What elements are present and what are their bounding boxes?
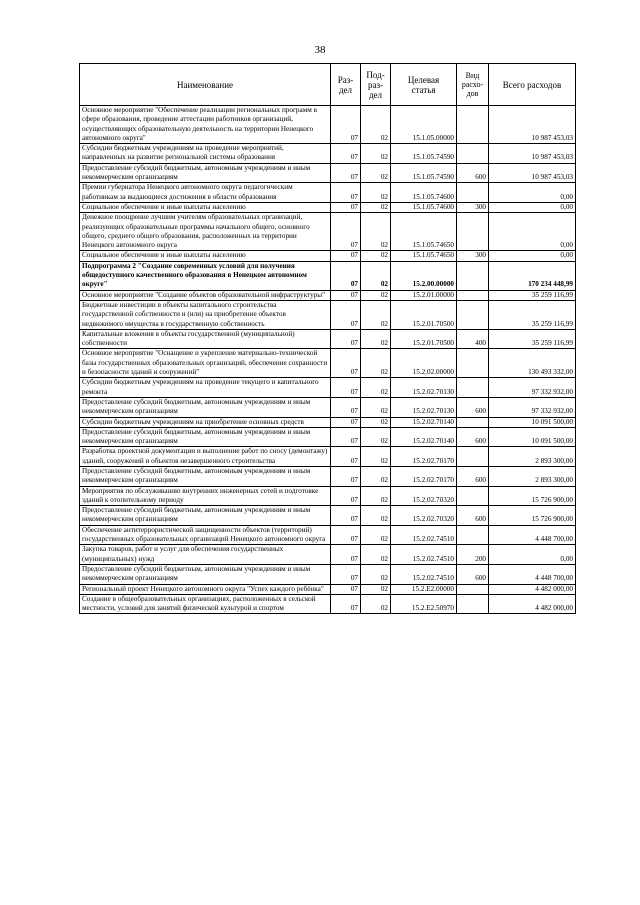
row-target-article: 15.1.05.74600	[391, 183, 457, 203]
row-amount: 0,00	[489, 251, 576, 261]
row-target-article: 15.2.02.70140	[391, 427, 457, 447]
row-expense-type	[457, 261, 489, 290]
row-section: 07	[331, 106, 361, 144]
row-name: Предоставление субсидий бюджетным, автономным учреждениям и иным некоммерческим организациям	[80, 564, 331, 584]
row-target-article: 15.2.01.70500	[391, 329, 457, 349]
table-row	[80, 378, 576, 398]
row-amount: 2 893 300,00	[489, 466, 576, 486]
table-row	[80, 417, 576, 427]
row-target-article: 15.2.02.70130	[391, 397, 457, 417]
row-name: Подпрограмма 2 "Создание современных условий для получения общедоступного качественного образования в Ненецком автономном округе"	[80, 261, 331, 290]
row-section: 07	[331, 594, 361, 614]
row-name: Региональный проект Ненецкого автономного округа "Успех каждого ребёнка"	[80, 584, 331, 594]
row-subsection: 02	[361, 427, 391, 447]
table-row	[80, 397, 576, 417]
row-amount: 10 091 500,00	[489, 417, 576, 427]
row-subsection: 02	[361, 163, 391, 183]
row-subsection: 02	[361, 397, 391, 417]
row-amount: 170 234 448,99	[489, 261, 576, 290]
row-subsection: 02	[361, 213, 391, 251]
row-target-article: 15.2.02.70170	[391, 466, 457, 486]
row-section: 07	[331, 183, 361, 203]
header-expense-type: Вид расхо- дов	[457, 64, 489, 106]
row-amount: 10 987 453,03	[489, 106, 576, 144]
row-name: Закупка товаров, работ и услуг для обеспечения государственных (муниципальных) нужд	[80, 545, 331, 565]
row-section: 07	[331, 506, 361, 526]
row-amount: 0,00	[489, 545, 576, 565]
row-subsection: 02	[361, 378, 391, 398]
page-number: 38	[314, 44, 326, 56]
row-target-article: 15.2.E2.50970	[391, 594, 457, 614]
row-subsection: 02	[361, 584, 391, 594]
row-amount: 4 482 000,00	[489, 584, 576, 594]
table-row	[80, 349, 576, 378]
row-name: Основное мероприятие "Оснащение и укрепление материально-технической базы государственных образовательных организаций, обеспечение сохранности и безопасности зданий и сооружений"	[80, 349, 331, 378]
row-section: 07	[331, 584, 361, 594]
row-expense-type: 600	[457, 397, 489, 417]
row-subsection: 02	[361, 300, 391, 329]
row-expense-type	[457, 447, 489, 467]
row-expense-type	[457, 349, 489, 378]
row-target-article: 15.1.05.74590	[391, 163, 457, 183]
row-target-article: 15.2.02.00000	[391, 349, 457, 378]
row-target-article: 15.2.02.70320	[391, 506, 457, 526]
row-amount: 35 259 116,99	[489, 329, 576, 349]
row-section: 07	[331, 397, 361, 417]
header-subsection: Под- раз- дел	[361, 64, 391, 106]
row-name: Предоставление субсидий бюджетным, автономным учреждениям и иным некоммерческим организациям	[80, 506, 331, 526]
row-target-article: 15.2.00.00000	[391, 261, 457, 290]
row-expense-type	[457, 300, 489, 329]
row-expense-type	[457, 525, 489, 545]
header-section: Раз- дел	[331, 64, 361, 106]
row-subsection: 02	[361, 349, 391, 378]
table-row	[80, 564, 576, 584]
row-target-article: 15.2.02.74510	[391, 545, 457, 565]
row-expense-type: 600	[457, 506, 489, 526]
row-section: 07	[331, 329, 361, 349]
row-section: 07	[331, 545, 361, 565]
row-section: 07	[331, 427, 361, 447]
row-name: Социальное обеспечение и иные выплаты населению	[80, 251, 331, 261]
row-expense-type	[457, 594, 489, 614]
row-expense-type: 600	[457, 564, 489, 584]
row-amount: 15 726 900,00	[489, 486, 576, 506]
row-target-article: 15.2.02.70140	[391, 417, 457, 427]
table-row	[80, 447, 576, 467]
row-expense-type	[457, 486, 489, 506]
row-target-article: 15.2.02.70170	[391, 447, 457, 467]
row-amount: 10 987 453,03	[489, 144, 576, 164]
table-row	[80, 183, 576, 203]
table-row	[80, 163, 576, 183]
row-expense-type: 400	[457, 329, 489, 349]
row-amount: 4 482 000,00	[489, 594, 576, 614]
table-row	[80, 251, 576, 261]
row-target-article: 15.2.02.70320	[391, 486, 457, 506]
row-name: Предоставление субсидий бюджетным, автономным учреждениям и иным некоммерческим организациям	[80, 163, 331, 183]
table-row	[80, 584, 576, 594]
table-row	[80, 261, 576, 290]
table-row	[80, 427, 576, 447]
row-amount: 15 726 900,00	[489, 506, 576, 526]
row-target-article: 15.1.05.00000	[391, 106, 457, 144]
row-expense-type	[457, 290, 489, 300]
budget-table	[79, 63, 576, 614]
row-section: 07	[331, 144, 361, 164]
table-row	[80, 545, 576, 565]
table-row	[80, 594, 576, 614]
table-header-row	[80, 64, 576, 106]
row-name: Субсидии бюджетным учреждениям на проведение мероприятий, направленных на развитие региональной системы образования	[80, 144, 331, 164]
row-subsection: 02	[361, 447, 391, 467]
table-row	[80, 506, 576, 526]
row-amount: 2 893 300,00	[489, 447, 576, 467]
row-name: Премии губернатора Ненецкого автономного округа педагогическим работникам за выдающиеся достижения в области образования	[80, 183, 331, 203]
table-row	[80, 213, 576, 251]
header-target-article: Целевая статья	[391, 64, 457, 106]
row-subsection: 02	[361, 106, 391, 144]
row-name: Основное мероприятие "Создание объектов образовательной инфраструктуры"	[80, 290, 331, 300]
row-target-article: 15.1.05.74600	[391, 202, 457, 212]
row-name: Мероприятия по обслуживанию внутренних инженерных сетей и подготовке зданий к отопительному периоду	[80, 486, 331, 506]
row-subsection: 02	[361, 261, 391, 290]
row-amount: 0,00	[489, 183, 576, 203]
table-row	[80, 525, 576, 545]
row-name: Основное мероприятие "Обеспечение реализации региональных программ в сфере образования, проведение аттестации работников организаций, осуществляющих образовательную деятельность на территории Ненецкого автономного округа"	[80, 106, 331, 144]
row-subsection: 02	[361, 466, 391, 486]
row-subsection: 02	[361, 202, 391, 212]
row-expense-type	[457, 378, 489, 398]
row-name: Капитальные вложения в объекты государственной (муниципальной) собственности	[80, 329, 331, 349]
row-name: Обеспечение антитеррористической защищенности объектов (территорий) государственных образовательных организаций Ненецкого автономного округа	[80, 525, 331, 545]
row-target-article: 15.1.05.74650	[391, 251, 457, 261]
header-total: Всего расходов	[489, 64, 576, 106]
row-section: 07	[331, 564, 361, 584]
row-target-article: 15.2.E2.00000	[391, 584, 457, 594]
row-name: Предоставление субсидий бюджетным, автономным учреждениям и иным некоммерческим организациям	[80, 466, 331, 486]
row-expense-type: 200	[457, 545, 489, 565]
row-name: Предоставление субсидий бюджетным, автономным учреждениям и иным некоммерческим организациям	[80, 427, 331, 447]
row-expense-type	[457, 417, 489, 427]
row-name: Субсидии бюджетным учреждениям на проведение текущего и капитального ремонта	[80, 378, 331, 398]
row-expense-type: 600	[457, 466, 489, 486]
row-section: 07	[331, 163, 361, 183]
row-target-article: 15.1.05.74590	[391, 144, 457, 164]
row-section: 07	[331, 349, 361, 378]
row-target-article: 15.2.01.00000	[391, 290, 457, 300]
row-section: 07	[331, 202, 361, 212]
table-row	[80, 329, 576, 349]
row-name: Разработка проектной документации и выполнение работ по сносу (демонтажу) зданий, сооружений и объектов незавершенного строительства	[80, 447, 331, 467]
row-amount: 0,00	[489, 202, 576, 212]
row-section: 07	[331, 447, 361, 467]
row-section: 07	[331, 300, 361, 329]
row-subsection: 02	[361, 564, 391, 584]
row-amount: 4 448 700,00	[489, 525, 576, 545]
row-name: Субсидии бюджетным учреждениям на приобретение основных средств	[80, 417, 331, 427]
row-amount: 35 259 116,99	[489, 290, 576, 300]
row-expense-type: 300	[457, 251, 489, 261]
row-amount: 97 332 932,00	[489, 397, 576, 417]
row-subsection: 02	[361, 290, 391, 300]
row-amount: 97 332 932,00	[489, 378, 576, 398]
row-section: 07	[331, 417, 361, 427]
row-section: 07	[331, 261, 361, 290]
row-subsection: 02	[361, 594, 391, 614]
table-row	[80, 144, 576, 164]
row-subsection: 02	[361, 251, 391, 261]
table-row	[80, 486, 576, 506]
row-subsection: 02	[361, 329, 391, 349]
row-section: 07	[331, 525, 361, 545]
row-name: Денежное поощрение лучшим учителям образовательных организаций, реализующих образовательные программы начального общего, основного общего, среднего общего образования, расположенных на территории Ненецкого автономного округа	[80, 213, 331, 251]
row-target-article: 15.2.02.74510	[391, 564, 457, 584]
header-name: Наименование	[80, 64, 331, 106]
row-subsection: 02	[361, 545, 391, 565]
row-expense-type	[457, 584, 489, 594]
row-amount: 10 987 453,03	[489, 163, 576, 183]
row-subsection: 02	[361, 486, 391, 506]
table-row	[80, 290, 576, 300]
row-expense-type: 600	[457, 163, 489, 183]
row-name: Бюджетные инвестиции в объекты капитального строительства государственной собственности и (или) на приобретение объектов недвижимого имущества в государственную собственность	[80, 300, 331, 329]
row-amount: 35 259 116,99	[489, 300, 576, 329]
row-expense-type	[457, 183, 489, 203]
row-subsection: 02	[361, 525, 391, 545]
table-row	[80, 106, 576, 144]
row-target-article: 15.2.02.74510	[391, 525, 457, 545]
row-amount: 130 493 332,00	[489, 349, 576, 378]
row-expense-type: 300	[457, 202, 489, 212]
row-subsection: 02	[361, 183, 391, 203]
row-expense-type: 600	[457, 427, 489, 447]
row-target-article: 15.2.01.70500	[391, 300, 457, 329]
row-amount: 0,00	[489, 213, 576, 251]
row-expense-type	[457, 144, 489, 164]
row-subsection: 02	[361, 506, 391, 526]
row-section: 07	[331, 251, 361, 261]
row-subsection: 02	[361, 417, 391, 427]
row-subsection: 02	[361, 144, 391, 164]
row-name: Предоставление субсидий бюджетным, автономным учреждениям и иным некоммерческим организациям	[80, 397, 331, 417]
row-target-article: 15.2.02.70130	[391, 378, 457, 398]
table-body	[80, 106, 576, 614]
row-target-article: 15.1.05.74650	[391, 213, 457, 251]
row-section: 07	[331, 213, 361, 251]
row-amount: 4 448 700,00	[489, 564, 576, 584]
row-expense-type	[457, 213, 489, 251]
row-expense-type	[457, 106, 489, 144]
row-name: Создание в общеобразовательных организациях, расположенных в сельской местности, условий для занятий физической культурой и спортом	[80, 594, 331, 614]
row-section: 07	[331, 466, 361, 486]
row-amount: 10 091 500,00	[489, 427, 576, 447]
table-row	[80, 202, 576, 212]
row-name: Социальное обеспечение и иные выплаты населению	[80, 202, 331, 212]
row-section: 07	[331, 378, 361, 398]
row-section: 07	[331, 290, 361, 300]
table-row	[80, 466, 576, 486]
table-row	[80, 300, 576, 329]
row-section: 07	[331, 486, 361, 506]
